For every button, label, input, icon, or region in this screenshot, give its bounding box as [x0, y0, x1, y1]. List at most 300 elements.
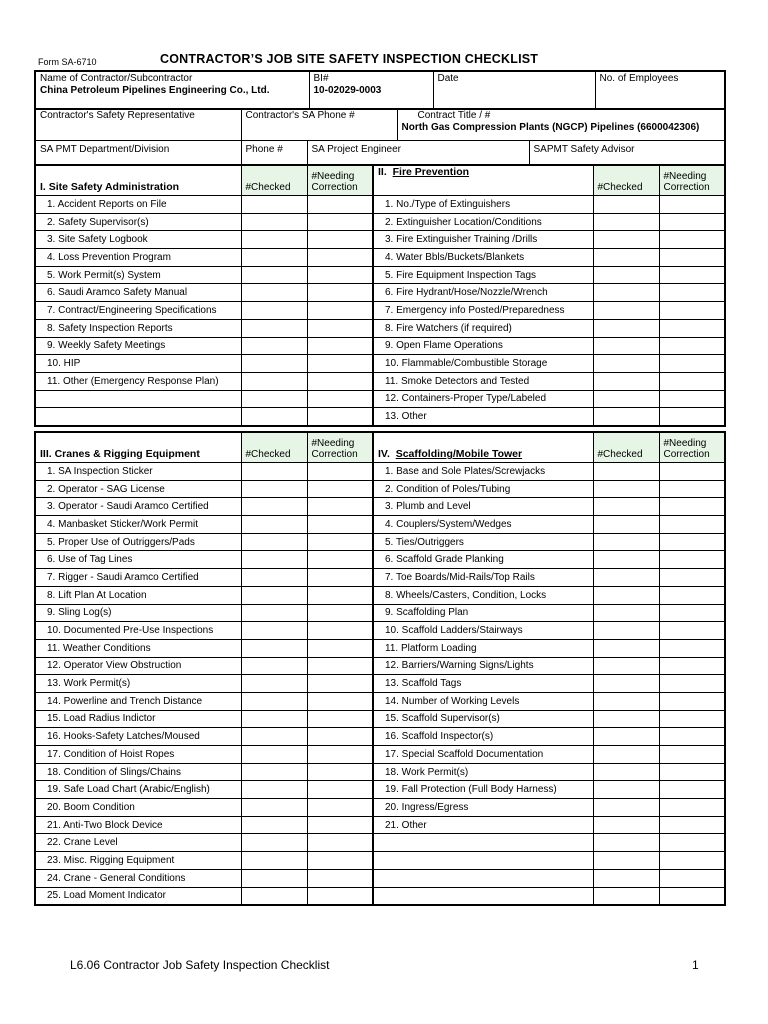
- checked-cell[interactable]: [593, 675, 659, 693]
- checked-header: #Checked: [241, 432, 307, 463]
- checked-cell[interactable]: [593, 692, 659, 710]
- checked-cell[interactable]: [241, 480, 307, 498]
- item-label: 14. Number of Working Levels: [373, 692, 593, 710]
- item-label: 4. Water Bbls/Buckets/Blankets: [373, 249, 593, 267]
- item-label: 24. Crane - General Conditions: [35, 869, 241, 887]
- needing-cell[interactable]: [307, 231, 373, 249]
- table-row: [35, 692, 725, 710]
- table-row: [35, 781, 725, 799]
- needing-cell[interactable]: [659, 604, 725, 622]
- checked-cell[interactable]: [241, 284, 307, 302]
- table-row: [35, 887, 725, 905]
- needing-cell[interactable]: [307, 213, 373, 231]
- checked-cell[interactable]: [593, 639, 659, 657]
- item-label: 3. Plumb and Level: [373, 498, 593, 516]
- item-label: 10. Scaffold Ladders/Stairways: [373, 622, 593, 640]
- checked-cell[interactable]: [593, 498, 659, 516]
- table-row: [35, 408, 725, 426]
- checked-cell[interactable]: [593, 372, 659, 390]
- checked-cell[interactable]: [241, 302, 307, 320]
- table-row: [35, 728, 725, 746]
- checked-cell[interactable]: [593, 390, 659, 408]
- checked-cell[interactable]: [241, 622, 307, 640]
- checked-cell[interactable]: [241, 408, 307, 426]
- needing-cell[interactable]: [659, 231, 725, 249]
- needing-cell[interactable]: [307, 746, 373, 764]
- item-label: [373, 852, 593, 870]
- header-table-2: [34, 108, 726, 141]
- needing-cell[interactable]: [659, 869, 725, 887]
- needing-cell[interactable]: [307, 408, 373, 426]
- needing-cell[interactable]: [307, 710, 373, 728]
- needing-cell[interactable]: [659, 586, 725, 604]
- sapmt-label: SAPMT Safety Advisor: [533, 144, 635, 155]
- needing-cell[interactable]: [659, 196, 725, 214]
- item-label: 10. Flammable/Combustible Storage: [373, 355, 593, 373]
- needing-cell[interactable]: [659, 728, 725, 746]
- checked-cell[interactable]: [593, 355, 659, 373]
- needing-cell[interactable]: [659, 516, 725, 534]
- needing-cell[interactable]: [659, 372, 725, 390]
- checked-cell[interactable]: [241, 516, 307, 534]
- checked-cell[interactable]: [241, 390, 307, 408]
- table-row: [35, 569, 725, 587]
- needing-cell[interactable]: [307, 781, 373, 799]
- needing-cell[interactable]: [307, 657, 373, 675]
- header-table: [34, 70, 726, 110]
- table-row: [35, 498, 725, 516]
- needing-cell[interactable]: [307, 302, 373, 320]
- item-label: 9. Scaffolding Plan: [373, 604, 593, 622]
- pmt-cell[interactable]: [35, 141, 241, 165]
- page-title: CONTRACTOR’S JOB SITE SAFETY INSPECTION CHECKLIST: [160, 52, 539, 66]
- checked-cell[interactable]: [241, 887, 307, 905]
- needing-cell[interactable]: [659, 302, 725, 320]
- needing-cell[interactable]: [659, 675, 725, 693]
- checked-header: #Checked: [593, 432, 659, 463]
- item-label: 18. Condition of Slings/Chains: [35, 763, 241, 781]
- checked-header: #Checked: [593, 165, 659, 196]
- table-row: [35, 746, 725, 764]
- item-label: 7. Rigger - Saudi Aramco Certified: [35, 569, 241, 587]
- needing-cell[interactable]: [307, 516, 373, 534]
- checked-cell[interactable]: [593, 463, 659, 481]
- safety-rep-cell[interactable]: [35, 109, 241, 141]
- sa-phone-cell[interactable]: [241, 109, 397, 141]
- item-label: 7. Emergency info Posted/Preparedness: [373, 302, 593, 320]
- date-label: Date: [437, 73, 459, 84]
- table-row: [35, 586, 725, 604]
- checked-cell[interactable]: [241, 799, 307, 817]
- needing-cell[interactable]: [307, 355, 373, 373]
- checked-cell[interactable]: [593, 231, 659, 249]
- item-label: 5. Ties/Outriggers: [373, 533, 593, 551]
- table-row: [35, 816, 725, 834]
- table-row: [35, 463, 725, 481]
- table-row: [35, 869, 725, 887]
- table-row: [35, 249, 725, 267]
- needing-cell[interactable]: [307, 692, 373, 710]
- checked-cell[interactable]: [593, 480, 659, 498]
- item-label: 15. Scaffold Supervisor(s): [373, 710, 593, 728]
- checked-cell[interactable]: [241, 249, 307, 267]
- needing-cell[interactable]: [659, 622, 725, 640]
- checked-cell[interactable]: [593, 337, 659, 355]
- item-label: 7. Contract/Engineering Specifications: [35, 302, 241, 320]
- item-label: 12. Operator View Obstruction: [35, 657, 241, 675]
- needing-cell[interactable]: [659, 408, 725, 426]
- item-label: 5. Proper Use of Outriggers/Pads: [35, 533, 241, 551]
- checked-cell[interactable]: [241, 337, 307, 355]
- item-label: 4. Couplers/System/Wedges: [373, 516, 593, 534]
- sa-phone-label: Contractor's SA Phone #: [245, 110, 355, 121]
- checked-cell[interactable]: [241, 266, 307, 284]
- needing-cell[interactable]: [307, 816, 373, 834]
- table-row: [35, 799, 725, 817]
- needing-cell[interactable]: [659, 834, 725, 852]
- needing-cell[interactable]: [659, 710, 725, 728]
- item-label: 11. Smoke Detectors and Tested: [373, 372, 593, 390]
- checked-cell[interactable]: [241, 569, 307, 587]
- table-row: [35, 622, 725, 640]
- needing-cell[interactable]: [659, 480, 725, 498]
- checked-cell[interactable]: [241, 231, 307, 249]
- item-label: 25. Load Moment Indicator: [35, 887, 241, 905]
- item-label: 8. Safety Inspection Reports: [35, 319, 241, 337]
- checked-cell[interactable]: [241, 675, 307, 693]
- item-label: [35, 390, 241, 408]
- phone-cell[interactable]: [241, 141, 307, 165]
- item-label: 8. Lift Plan At Location: [35, 586, 241, 604]
- checked-cell[interactable]: [241, 852, 307, 870]
- item-label: 19. Fall Protection (Full Body Harness): [373, 781, 593, 799]
- contractor-cell[interactable]: [35, 71, 309, 109]
- item-label: 6. Scaffold Grade Planking: [373, 551, 593, 569]
- date-cell[interactable]: [433, 71, 595, 109]
- needing-cell[interactable]: [659, 498, 725, 516]
- checked-cell[interactable]: [593, 249, 659, 267]
- checked-cell[interactable]: [593, 408, 659, 426]
- checked-cell[interactable]: [593, 657, 659, 675]
- item-label: 2. Safety Supervisor(s): [35, 213, 241, 231]
- needing-cell[interactable]: [307, 390, 373, 408]
- needing-cell[interactable]: [659, 887, 725, 905]
- needing-cell[interactable]: [307, 551, 373, 569]
- item-label: 11. Platform Loading: [373, 639, 593, 657]
- item-label: 1. SA Inspection Sticker: [35, 463, 241, 481]
- needing-cell[interactable]: [307, 639, 373, 657]
- item-label: 15. Load Radius Indictor: [35, 710, 241, 728]
- table-row: [35, 657, 725, 675]
- needing-cell[interactable]: [307, 586, 373, 604]
- item-label: 21. Anti-Two Block Device: [35, 816, 241, 834]
- section-2-title: II. Fire Prevention: [373, 165, 593, 196]
- table-row: [35, 355, 725, 373]
- item-label: 9. Sling Log(s): [35, 604, 241, 622]
- sapmt-cell[interactable]: [529, 141, 725, 165]
- item-label: 3. Operator - Saudi Aramco Certified: [35, 498, 241, 516]
- needing-header: #Needing Correction: [307, 432, 373, 463]
- item-label: 1. No./Type of Extinguishers: [373, 196, 593, 214]
- table-row: [35, 852, 725, 870]
- item-label: [373, 887, 593, 905]
- table-row: [35, 834, 725, 852]
- item-label: 13. Scaffold Tags: [373, 675, 593, 693]
- checked-cell[interactable]: [241, 710, 307, 728]
- item-label: 2. Extinguisher Location/Conditions: [373, 213, 593, 231]
- item-label: 13. Other: [373, 408, 593, 426]
- checked-header: #Checked: [241, 165, 307, 196]
- table-row: [35, 533, 725, 551]
- header-table-3: [34, 140, 726, 165]
- item-label: 22. Crane Level: [35, 834, 241, 852]
- checked-cell[interactable]: [241, 498, 307, 516]
- needing-cell[interactable]: [659, 319, 725, 337]
- checked-cell[interactable]: [241, 728, 307, 746]
- section-site-fire: [34, 164, 726, 427]
- item-label: 18. Work Permit(s): [373, 763, 593, 781]
- section-1-title: I. Site Safety Administration: [35, 165, 241, 196]
- needing-cell[interactable]: [659, 463, 725, 481]
- checked-cell[interactable]: [593, 302, 659, 320]
- checked-cell[interactable]: [241, 869, 307, 887]
- contract-title-value: North Gas Compression Plants (NGCP) Pipelines (6600042306): [401, 122, 700, 133]
- item-label: 5. Fire Equipment Inspection Tags: [373, 266, 593, 284]
- needing-cell[interactable]: [307, 266, 373, 284]
- needing-cell[interactable]: [659, 551, 725, 569]
- bi-cell[interactable]: [309, 71, 433, 109]
- needing-cell[interactable]: [307, 675, 373, 693]
- item-label: 12. Containers-Proper Type/Labeled: [373, 390, 593, 408]
- checked-cell[interactable]: [241, 834, 307, 852]
- needing-cell[interactable]: [307, 372, 373, 390]
- needing-cell[interactable]: [659, 746, 725, 764]
- item-label: 3. Fire Extinguisher Training /Drills: [373, 231, 593, 249]
- table-row: [35, 604, 725, 622]
- needing-cell[interactable]: [307, 319, 373, 337]
- checked-cell[interactable]: [593, 516, 659, 534]
- item-label: 6. Saudi Aramco Safety Manual: [35, 284, 241, 302]
- contract-title-label: Contract Title / #: [417, 110, 491, 121]
- needing-cell[interactable]: [307, 498, 373, 516]
- pmt-label: SA PMT Department/Division: [40, 144, 170, 155]
- checked-cell[interactable]: [593, 763, 659, 781]
- project-engineer-label: SA Project Engineer: [311, 144, 401, 155]
- needing-cell[interactable]: [307, 869, 373, 887]
- item-label: 12. Barriers/Warning Signs/Lights: [373, 657, 593, 675]
- checked-cell[interactable]: [241, 763, 307, 781]
- checked-cell[interactable]: [593, 551, 659, 569]
- checked-cell[interactable]: [241, 746, 307, 764]
- item-label: 10. Documented Pre-Use Inspections: [35, 622, 241, 640]
- table-row: [35, 319, 725, 337]
- checked-cell[interactable]: [593, 746, 659, 764]
- item-label: 10. HIP: [35, 355, 241, 373]
- needing-cell[interactable]: [659, 213, 725, 231]
- table-row: [35, 213, 725, 231]
- checked-cell[interactable]: [593, 728, 659, 746]
- checked-cell[interactable]: [593, 869, 659, 887]
- table-row: [35, 516, 725, 534]
- item-label: 14. Powerline and Trench Distance: [35, 692, 241, 710]
- checked-cell[interactable]: [593, 799, 659, 817]
- table-row: [35, 231, 725, 249]
- needing-cell[interactable]: [659, 533, 725, 551]
- checked-cell[interactable]: [593, 887, 659, 905]
- table-row: [35, 675, 725, 693]
- needing-cell[interactable]: [307, 284, 373, 302]
- checked-cell[interactable]: [241, 639, 307, 657]
- item-label: 2. Operator - SAG License: [35, 480, 241, 498]
- table-row: [35, 639, 725, 657]
- phone-label: Phone #: [245, 144, 283, 155]
- item-label: 16. Hooks-Safety Latches/Moused: [35, 728, 241, 746]
- checked-cell[interactable]: [241, 816, 307, 834]
- table-row: [35, 551, 725, 569]
- item-label: [373, 869, 593, 887]
- needing-cell[interactable]: [307, 834, 373, 852]
- table-row: [35, 196, 725, 214]
- checked-cell[interactable]: [241, 463, 307, 481]
- needing-cell[interactable]: [659, 284, 725, 302]
- item-label: 17. Condition of Hoist Ropes: [35, 746, 241, 764]
- checked-cell[interactable]: [241, 604, 307, 622]
- needing-cell[interactable]: [307, 249, 373, 267]
- needing-cell[interactable]: [307, 799, 373, 817]
- section-3-title: III. Cranes & Rigging Equipment: [35, 432, 241, 463]
- item-label: 4. Loss Prevention Program: [35, 249, 241, 267]
- needing-cell[interactable]: [659, 569, 725, 587]
- checked-cell[interactable]: [593, 834, 659, 852]
- item-label: 5. Work Permit(s) System: [35, 266, 241, 284]
- employees-label: No. of Employees: [599, 73, 679, 84]
- checked-cell[interactable]: [593, 586, 659, 604]
- checked-cell[interactable]: [593, 622, 659, 640]
- checked-cell[interactable]: [241, 657, 307, 675]
- needing-cell[interactable]: [659, 763, 725, 781]
- bi-label: BI#: [313, 73, 329, 84]
- checked-cell[interactable]: [593, 852, 659, 870]
- checked-cell[interactable]: [593, 266, 659, 284]
- item-label: 1. Base and Sole Plates/Screwjacks: [373, 463, 593, 481]
- needing-cell[interactable]: [307, 569, 373, 587]
- table-row: [35, 390, 725, 408]
- needing-cell[interactable]: [659, 639, 725, 657]
- table-row: [35, 710, 725, 728]
- checked-cell[interactable]: [241, 586, 307, 604]
- needing-cell[interactable]: [659, 249, 725, 267]
- checked-cell[interactable]: [241, 372, 307, 390]
- checked-cell[interactable]: [593, 710, 659, 728]
- needing-cell[interactable]: [307, 852, 373, 870]
- needing-cell[interactable]: [307, 763, 373, 781]
- needing-cell[interactable]: [307, 622, 373, 640]
- needing-cell[interactable]: [307, 728, 373, 746]
- checked-cell[interactable]: [593, 781, 659, 799]
- needing-cell[interactable]: [659, 852, 725, 870]
- checked-cell[interactable]: [241, 319, 307, 337]
- needing-cell[interactable]: [659, 266, 725, 284]
- checked-cell[interactable]: [593, 816, 659, 834]
- checked-cell[interactable]: [241, 355, 307, 373]
- needing-cell[interactable]: [307, 480, 373, 498]
- item-label: 20. Boom Condition: [35, 799, 241, 817]
- checked-cell[interactable]: [593, 319, 659, 337]
- needing-cell[interactable]: [307, 887, 373, 905]
- needing-cell[interactable]: [659, 816, 725, 834]
- needing-cell[interactable]: [307, 337, 373, 355]
- checked-cell[interactable]: [593, 213, 659, 231]
- item-label: 6. Fire Hydrant/Hose/Nozzle/Wrench: [373, 284, 593, 302]
- needing-cell[interactable]: [659, 692, 725, 710]
- item-label: 8. Fire Watchers (if required): [373, 319, 593, 337]
- checked-cell[interactable]: [241, 213, 307, 231]
- contract-title-cell[interactable]: [397, 109, 725, 141]
- needing-cell[interactable]: [659, 390, 725, 408]
- checked-cell[interactable]: [241, 781, 307, 799]
- needing-cell[interactable]: [659, 799, 725, 817]
- needing-cell[interactable]: [659, 355, 725, 373]
- needing-cell[interactable]: [307, 463, 373, 481]
- table-row: [35, 763, 725, 781]
- section-cranes-scaffold: [34, 431, 726, 906]
- contractor-label: Name of Contractor/Subcontractor: [40, 73, 193, 84]
- needing-cell[interactable]: [659, 781, 725, 799]
- needing-header: #Needing Correction: [307, 165, 373, 196]
- safety-rep-label: Contractor's Safety Representative: [40, 110, 195, 121]
- needing-cell[interactable]: [659, 337, 725, 355]
- item-label: 4. Manbasket Sticker/Work Permit: [35, 516, 241, 534]
- form-number: Form SA-6710: [38, 57, 97, 67]
- checked-cell[interactable]: [593, 533, 659, 551]
- item-label: 3. Site Safety Logbook: [35, 231, 241, 249]
- item-label: 8. Wheels/Casters, Condition, Locks: [373, 586, 593, 604]
- bi-value: 10-02029-0003: [313, 85, 382, 96]
- item-label: 21. Other: [373, 816, 593, 834]
- needing-cell[interactable]: [307, 196, 373, 214]
- needing-cell[interactable]: [307, 533, 373, 551]
- project-engineer-cell[interactable]: [307, 141, 529, 165]
- item-label: 20. Ingress/Egress: [373, 799, 593, 817]
- item-label: 11. Other (Emergency Response Plan): [35, 372, 241, 390]
- table-row: [35, 284, 725, 302]
- checked-cell[interactable]: [241, 196, 307, 214]
- item-label: 11. Weather Conditions: [35, 639, 241, 657]
- employees-cell[interactable]: [595, 71, 725, 109]
- checked-cell[interactable]: [593, 569, 659, 587]
- item-label: 23. Misc. Rigging Equipment: [35, 852, 241, 870]
- item-label: 2. Condition of Poles/Tubing: [373, 480, 593, 498]
- item-label: 9. Open Flame Operations: [373, 337, 593, 355]
- section-4-title: IV. Scaffolding/Mobile Tower: [373, 432, 593, 463]
- checked-cell[interactable]: [593, 196, 659, 214]
- checked-cell[interactable]: [241, 533, 307, 551]
- page-number: 1: [692, 958, 699, 972]
- item-label: 16. Scaffold Inspector(s): [373, 728, 593, 746]
- checked-cell[interactable]: [241, 692, 307, 710]
- table-row: [35, 372, 725, 390]
- table-row: [35, 302, 725, 320]
- checked-cell[interactable]: [593, 284, 659, 302]
- needing-cell[interactable]: [659, 657, 725, 675]
- footer-text: L6.06 Contractor Job Safety Inspection Checklist: [70, 958, 330, 972]
- item-label: 6. Use of Tag Lines: [35, 551, 241, 569]
- needing-header: #Needing Correction: [659, 432, 725, 463]
- needing-cell[interactable]: [307, 604, 373, 622]
- checked-cell[interactable]: [241, 551, 307, 569]
- checked-cell[interactable]: [593, 604, 659, 622]
- table-row: [35, 337, 725, 355]
